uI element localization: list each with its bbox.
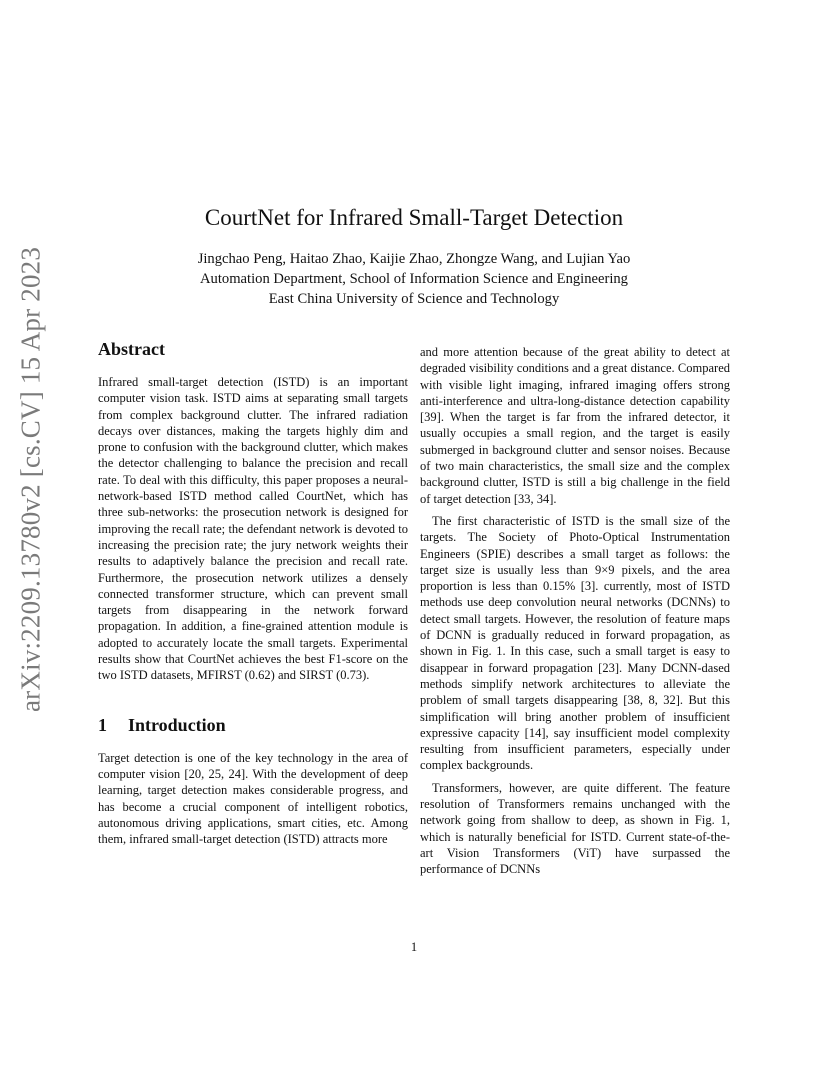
- introduction-paragraph-2: The first characteristic of ISTD is the small size of the targets. The Society of Photo-Optical Instrumentation Engineers (SPIE) describes a small target as follows: the target size is usually less than 9×9 pixels, and the area proportion is less than 0.15% [3]. currently, most of ISTD methods use deep convolution neural networks (DCNNs) to detect small targets. However, the resolution of feature maps of DCNN is gradually reduced in forward propagation, as shown in Fig. 1. In this case, such a small target is easy to disappear in forward propagation [23]. Many DCNN-dased methods simplify network architectures to alleviate the problem of small targets disappearing [38, 8, 32]. But this simplification will bring another problem of insufficient expressive capacity [14], say insufficient model complexity resulting from insufficient parameters, especially under complex backgrounds.: [420, 513, 730, 773]
- arxiv-identifier: arXiv:2209.13780v2 [cs.CV] 15 Apr 2023: [15, 246, 46, 713]
- introduction-heading: [98, 714, 408, 736]
- abstract-heading: Abstract: [98, 339, 165, 359]
- left-column: [98, 338, 408, 847]
- paper-title: CourtNet for Infrared Small-Target Detection: [204, 205, 624, 230]
- affiliation-university: East China University of Science and Technology: [268, 291, 560, 307]
- affiliation-department: Automation Department, School of Information Science and Engineering: [200, 271, 628, 287]
- introduction-paragraph-3: Transformers, however, are quite different. The feature resolution of Transformers remains unchanged with the network going from shallow to deep, as shown in Fig. 1, which is naturally beneficial for ISTD. Current state-of-the-art Vision Transformers (ViT) have surpassed the performance of DCNNs: [420, 780, 730, 877]
- author-list: Jingchao Peng, Haitao Zhao, Kaijie Zhao, Zhongze Wang, and Lujian Yao: [197, 251, 631, 267]
- abstract-text: Infrared small-target detection (ISTD) is an important computer vision task. ISTD aims at separating small targets from complex background clutter. The infrared radiation decays over distances, making the targets highly dim and prone to confusion with the background clutter, which makes the detector challenging to balance the precision and recall rate. To deal with this difficulty, this paper proposes a neural-network-based ISTD method called CourtNet, which has three sub-networks: the prosecution network is designed for improving the recall rate; the defendant network is devoted to increasing the precision rate; the jury network weights their results to adaptively balance the precision and recall rate. Furthermore, the prosecution network utilizes a densely connected transformer structure, which can prevent small targets from disappearing in the network forward propagation. In addition, a fine-grained attention module is adopted to accurately locate the small targets. Experimental results show that CourtNet achieves the best F1-score on the two ISTD datasets, MFIRST (0.62) and SIRST (0.73).: [98, 375, 408, 683]
- page-number: 1: [410, 940, 418, 954]
- introduction-paragraph-1-part-2: and more attention because of the great ability to detect at degraded visibility conditions and a great distance. Compared with visible light imaging, infrared imaging offers strong anti-interference and ultra-long-distance detection capability [39]. When the target is far from the infrared detector, it usually occupies a small region, and the target is easily submerged in background clutter and sensor noises. Because of two main characteristics, the small size and the complex background clutter, ISTD is still a big challenge in the field of target detection [33, 34].: [420, 345, 730, 506]
- section-title: Introduction: [128, 714, 226, 735]
- section-number: 1: [98, 714, 107, 735]
- right-column: [420, 344, 730, 878]
- introduction-paragraph-1-part-1: Target detection is one of the key technology in the area of computer vision [20, 25, 24]. With the development of deep learning, target detection makes considerable progress, and has become a crucial component of intelligent robotics, autonomous driving applications, smart cities, etc. Among them, infrared small-target detection (ISTD) attracts more: [98, 750, 408, 847]
